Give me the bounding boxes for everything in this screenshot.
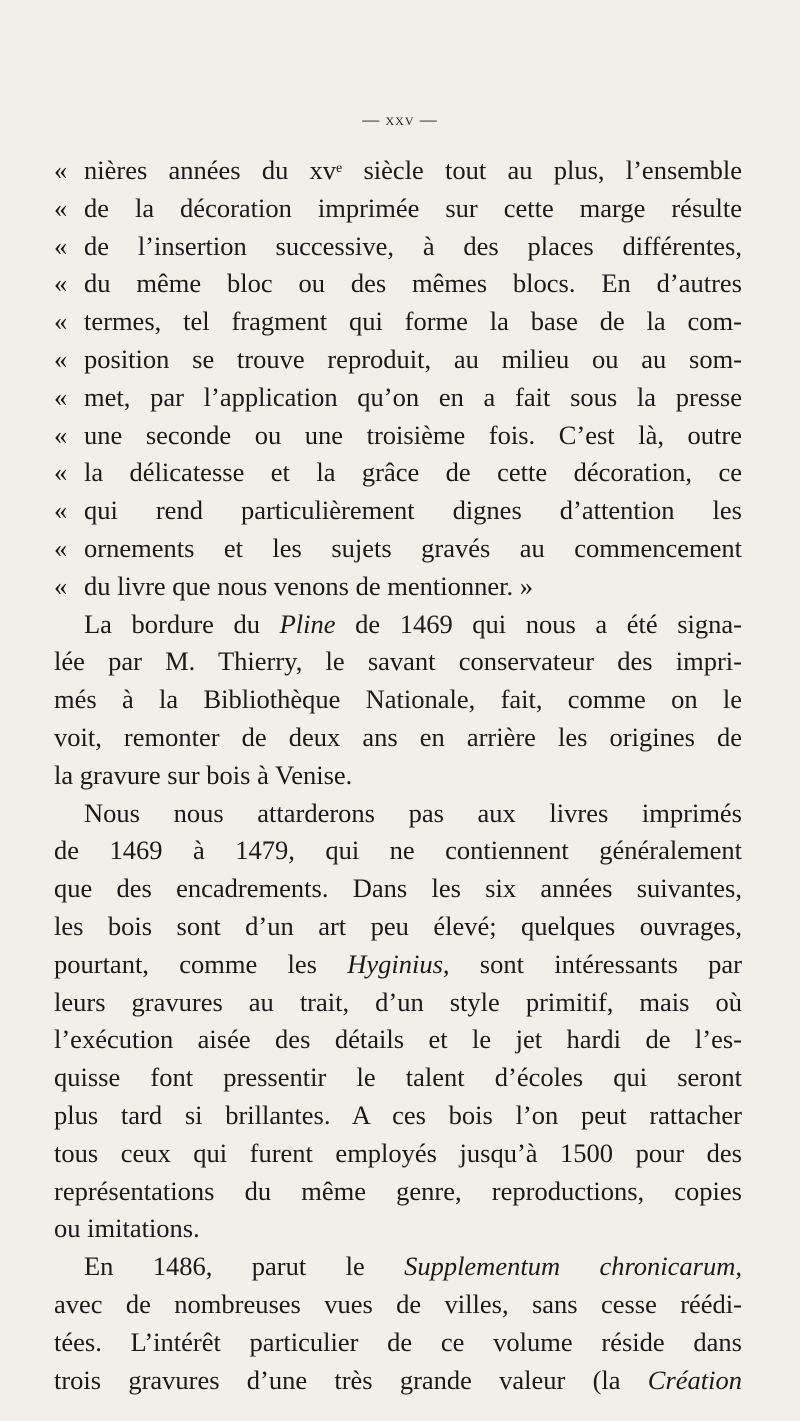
paragraph-line: avec de nombreuses vues de villes, sans cesse réédi- bbox=[54, 1288, 742, 1319]
paragraph-line: de 1469 à 1479, qui ne contiennent généralement bbox=[54, 835, 742, 866]
paragraph-line: lée par M. Thierry, le savant conservateur des impri- bbox=[54, 646, 742, 677]
book-title: Supplementum chronicarum, bbox=[404, 1251, 742, 1282]
quote-line: « termes, tel fragment qui forme la base de la com- bbox=[54, 306, 742, 337]
quote-line: « met, par l’application qu’on en a fait sous la presse bbox=[54, 381, 742, 412]
paragraph-line: voit, remonter de deux ans en arrière les origines de bbox=[54, 721, 742, 752]
quote-line: « nières années du $xv^e$ siècle tout au plus, l’ensemble bbox=[54, 152, 742, 190]
paragraph-line: quisse font pressentir le talent d’écoles qui seront bbox=[54, 1062, 742, 1093]
quote-line: « du même bloc ou des mêmes blocs. En d’autres bbox=[54, 268, 742, 299]
quote-line: « de l’insertion successive, à des places différentes, bbox=[54, 230, 742, 261]
paragraph-line: tous ceux qui furent employés jusqu’à 1500 pour des bbox=[54, 1137, 742, 1168]
quote-line: « la délicatesse et la grâce de cette décoration, ce bbox=[54, 457, 742, 488]
paragraph-line: que des encadrements. Dans les six années suivantes, bbox=[54, 873, 742, 904]
paragraph-line: les bois sont d’un art peu élevé; quelques ouvrages, bbox=[54, 910, 742, 941]
quote-line: « qui rend particulièrement dignes d’attention les bbox=[54, 495, 742, 526]
paragraph-line: més à la Bibliothèque Nationale, fait, comme on le bbox=[54, 684, 742, 715]
paragraph-line: La bordure du Pline de 1469 qui nous a été signa- bbox=[84, 608, 742, 639]
book-title: Création bbox=[647, 1364, 742, 1395]
quote-mark: « bbox=[54, 155, 68, 185]
quote-line: « de la décoration imprimée sur cette marge résulte bbox=[54, 192, 742, 223]
paragraph-line: représentations du même genre, reproductions, copies bbox=[54, 1175, 742, 1206]
paragraph-line: pourtant, comme les Hyginius, sont intéressants par bbox=[54, 948, 742, 979]
paragraph-line: la gravure sur bois à Venise. bbox=[54, 759, 353, 790]
paragraph-line: l’exécution aisée des détails et le jet hardi de l’es- bbox=[54, 1024, 742, 1055]
paragraph-line: ou imitations. bbox=[54, 1213, 200, 1244]
paragraph-line: En 1486, parut le Supplementum chronicarum, bbox=[84, 1251, 742, 1282]
paragraph-line: trois gravures d’une très grande valeur (la Création bbox=[54, 1364, 742, 1395]
book-title: Hyginius, bbox=[347, 948, 450, 979]
quote-line: « une seconde ou une troisième fois. C’est là, outre bbox=[54, 419, 742, 450]
paragraph-line: Nous nous attarderons pas aux livres imprimés bbox=[84, 797, 742, 828]
quote-line: « ornements et les sujets gravés au commencement bbox=[54, 532, 742, 563]
paragraph-line: leurs gravures au trait, d’un style primitif, mais où bbox=[54, 986, 742, 1017]
paragraph-line: tées. L’intérêt particulier de ce volume réside dans bbox=[54, 1326, 742, 1357]
page-number: — xxv — bbox=[362, 110, 438, 129]
paragraph-line: plus tard si brillantes. A ces bois l’on peut rattacher bbox=[54, 1099, 742, 1130]
quote-line: « position se trouve reproduit, au milieu ou au som- bbox=[54, 343, 742, 374]
body-text bbox=[54, 152, 742, 1399]
quote-line: « du livre que nous venons de mentionner. » bbox=[54, 570, 533, 601]
book-title: Pline bbox=[279, 608, 336, 639]
